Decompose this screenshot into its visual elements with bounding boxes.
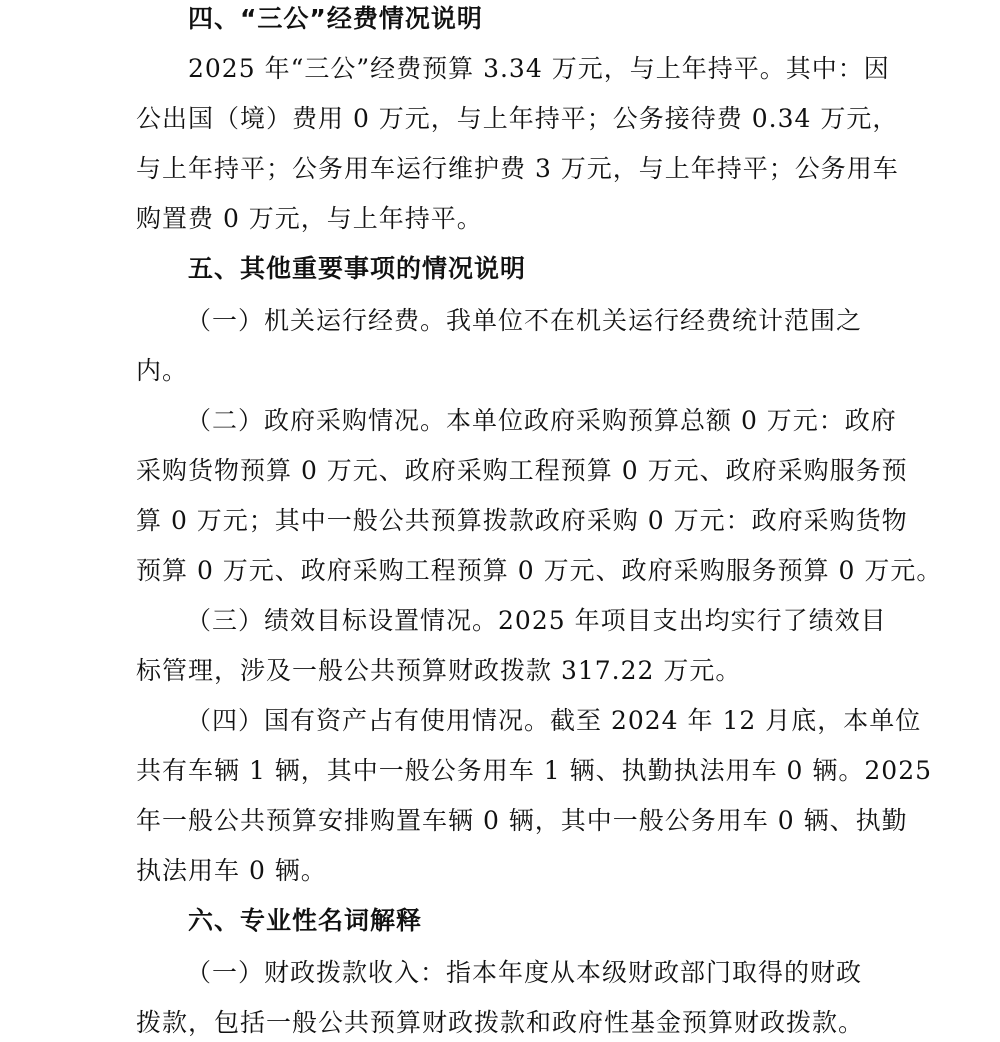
section-5-p2-line-2: 采购货物预算 0 万元、政府采购工程预算 0 万元、政府采购服务预 (136, 456, 908, 485)
section-5-p2-line-1: （二）政府采购情况。本单位政府采购预算总额 0 万元：政府 (186, 406, 897, 435)
section-5-p3-line-1: （三）绩效目标设置情况。2025 年项目支出均实行了绩效目 (186, 606, 887, 635)
section-4-line-2: 公出国（境）费用 0 万元，与上年持平；公务接待费 0.34 万元， (136, 104, 899, 133)
section-4-line-4: 购置费 0 万元，与上年持平。 (136, 204, 483, 233)
section-6-p1-line-1: （一）财政拨款收入：指本年度从本级财政部门取得的财政 (186, 958, 863, 987)
section-5-p3-line-2: 标管理，涉及一般公共预算财政拨款 317.22 万元。 (136, 656, 742, 685)
section-5-p1-line-2: 内。 (136, 356, 189, 385)
section-5-heading: 五、其他重要事项的情况说明 (188, 254, 527, 283)
section-5-p4-line-3: 年一般公共预算安排购置车辆 0 辆，其中一般公务用车 0 辆、执勤 (136, 806, 908, 835)
section-5-p2-line-3: 算 0 万元；其中一般公共预算拨款政府采购 0 万元：政府采购货物 (136, 506, 908, 535)
section-4-line-3: 与上年持平；公务用车运行维护费 3 万元，与上年持平；公务用车 (136, 154, 899, 183)
section-5-p2-line-4: 预算 0 万元、政府采购工程预算 0 万元、政府采购服务预算 0 万元。 (136, 556, 943, 585)
section-5-p4-line-2: 共有车辆 1 辆，其中一般公务用车 1 辆、执勤执法用车 0 辆。2025 (136, 756, 933, 785)
section-5-p1-line-1: （一）机关运行经费。我单位不在机关运行经费统计范围之 (186, 306, 863, 335)
section-6-heading: 六、专业性名词解释 (188, 906, 423, 935)
section-4-line-1: 2025 年“三公”经费预算 3.34 万元，与上年持平。其中：因 (188, 54, 890, 83)
section-4-heading: 四、“三公”经费情况说明 (188, 4, 483, 33)
section-6-p1-line-2: 拨款，包括一般公共预算财政拨款和政府性基金预算财政拨款。 (136, 1008, 865, 1037)
section-5-p4-line-1: （四）国有资产占有使用情况。截至 2024 年 12 月底，本单位 (186, 706, 922, 735)
section-5-p4-line-4: 执法用车 0 辆。 (136, 856, 327, 885)
